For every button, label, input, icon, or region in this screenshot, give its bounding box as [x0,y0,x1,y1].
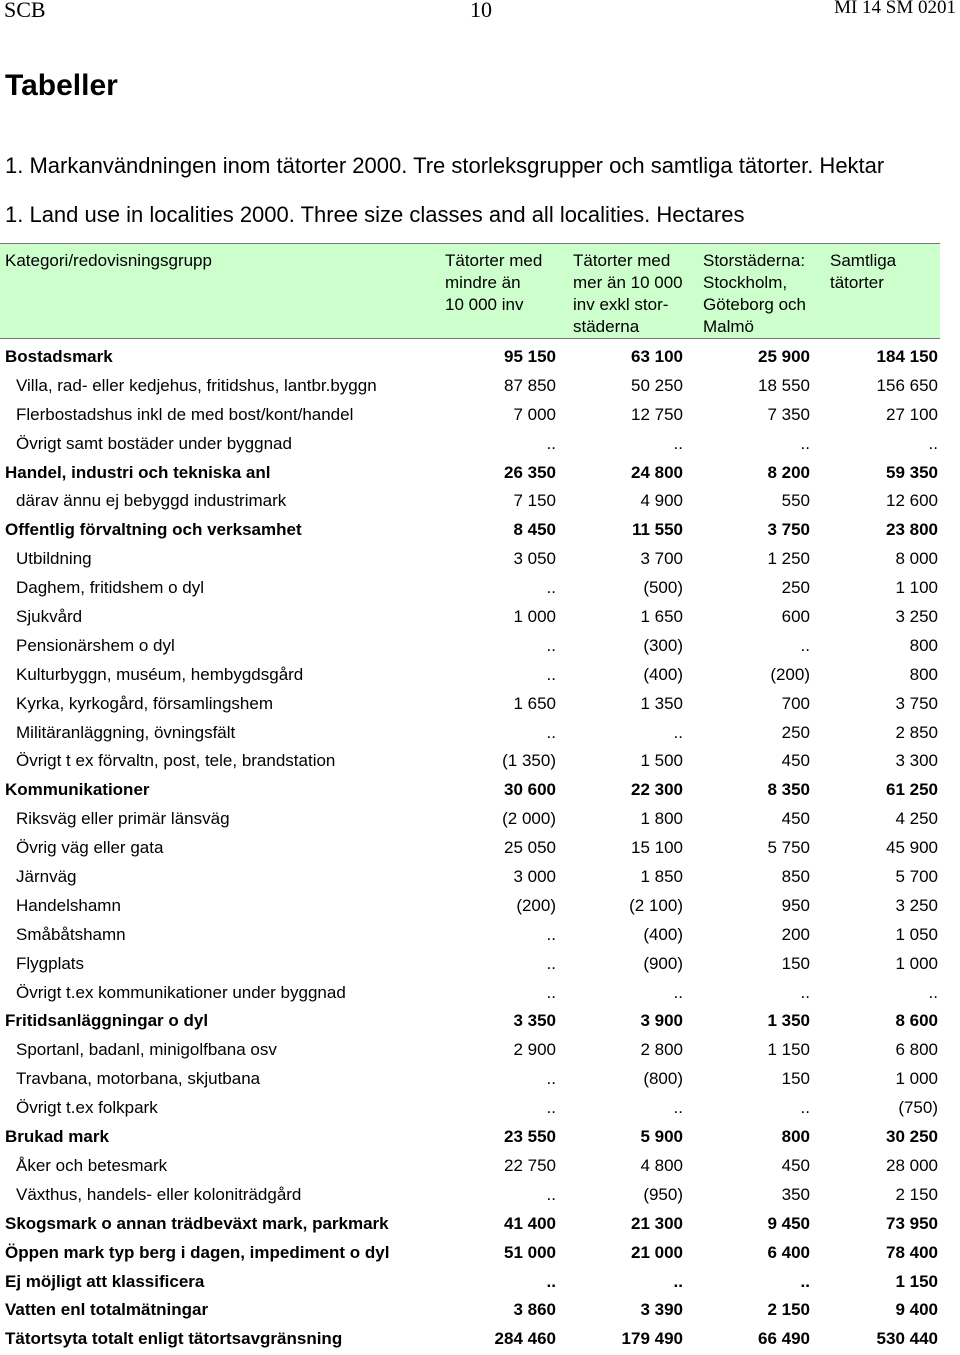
cell-value: 1 150 [767,1040,810,1060]
cell-value: 3 900 [640,1011,683,1031]
cell-value: 15 100 [631,838,683,858]
cell-value: 8 450 [513,520,556,540]
cell-value: (2 000) [502,809,556,829]
cell-value: .. [673,433,683,453]
cell-value: .. [928,982,938,1002]
row-label: Utbildning [16,549,92,569]
column-header-category: Kategori/redovisningsgrupp [5,251,212,270]
cell-value: .. [800,982,810,1002]
cell-value: 3 000 [513,867,556,887]
table-row [0,1152,940,1181]
cell-value: 30 250 [886,1127,938,1147]
cell-value: 250 [781,722,810,742]
cell-value: 6 800 [895,1040,938,1060]
cell-value: 2 150 [767,1300,810,1320]
cell-value: 200 [781,924,810,944]
publication-code: MI 14 SM 0201 [834,0,956,18]
cell-value: 3 860 [513,1300,556,1320]
cell-value: 1 500 [640,751,683,771]
cell-value: 8 200 [767,462,810,482]
table-row [0,892,940,921]
column-header-line: mindre än [445,273,521,292]
cell-value: 2 800 [640,1040,683,1060]
cell-value: 179 490 [621,1329,683,1349]
row-label: därav ännu ej bebyggd industrimark [16,491,287,511]
row-label: Flygplats [16,953,85,973]
cell-value: (800) [643,1069,683,1089]
cell-value: (200) [516,895,556,915]
cell-value: 21 300 [631,1213,683,1233]
column-header-line: tätorter [830,273,884,292]
row-label: Åker och betesmark [16,1155,168,1175]
cell-value: 3 750 [895,693,938,713]
cell-value: 1 350 [640,693,683,713]
cell-value: .. [800,635,810,655]
cell-value: 18 550 [758,375,810,395]
cell-value: 1 100 [895,578,938,598]
cell-value: 700 [781,693,810,713]
row-label: Pensionärshem o dyl [16,635,175,655]
cell-value: .. [546,635,556,655]
row-label: Övrigt t.ex kommunikationer under byggnad [16,982,346,1002]
row-label: Övrig väg eller gata [16,838,164,858]
cell-value: 12 750 [631,404,683,424]
cell-value: .. [673,722,683,742]
table-row [0,545,940,574]
cell-value: 5 750 [767,838,810,858]
cell-value: 600 [781,607,810,627]
cell-value: 3 300 [895,751,938,771]
row-label: Kyrka, kyrkogård, församlingshem [16,693,273,713]
table-row [0,574,940,603]
cell-value: 28 000 [886,1155,938,1175]
cell-value: (900) [643,953,683,973]
table-row [0,1210,940,1239]
cell-value: 530 440 [876,1329,938,1349]
table-row [0,343,940,372]
cell-value: 6 400 [767,1242,810,1262]
row-label: Villa, rad- eller kedjehus, fritidshus, lantbr.byggn [16,375,377,395]
cell-value: .. [546,1069,556,1089]
cell-value: 41 400 [504,1213,556,1233]
table-row [0,516,940,545]
row-label: Handelshamn [16,895,121,915]
table-row [0,632,940,661]
cell-value: (400) [643,924,683,944]
header-publisher: SCB [4,0,46,22]
table-caption-english: 1. Land use in localities 2000. Three size classes and all localities. Hectares [5,202,745,227]
row-label: Övrigt t.ex folkpark [16,1098,158,1118]
cell-value: .. [673,1271,683,1291]
cell-value: (300) [643,635,683,655]
cell-value: 1 850 [640,867,683,887]
row-label: Sjukvård [16,607,83,627]
row-label: Vatten enl totalmätningar [5,1300,209,1320]
row-label: Bostadsmark [5,347,113,366]
cell-value: 184 150 [876,347,938,366]
column-header-line: Storstäderna: [703,251,806,270]
table-row [0,1094,940,1123]
table-row [0,459,940,488]
row-label: Offentlig förvaltning och verksamhet [5,520,302,540]
table-row [0,1239,940,1268]
table-row [0,1007,940,1036]
cell-value: 9 400 [895,1300,938,1320]
cell-value: 4 250 [895,809,938,829]
cell-value: 450 [781,809,810,829]
cell-value: .. [800,433,810,453]
cell-value: 150 [781,953,810,973]
table-row [0,834,940,863]
table-row [0,950,940,979]
cell-value: 1 800 [640,809,683,829]
table-row [0,719,940,748]
cell-value: 1 350 [767,1011,810,1031]
row-label: Kommunikationer [5,780,150,800]
cell-value: 61 250 [886,780,938,800]
row-label: Ej möjligt att klassificera [5,1271,205,1291]
table-row [0,401,940,430]
cell-value: 150 [781,1069,810,1089]
cell-value: 284 460 [494,1329,556,1349]
row-label: Tätortsyta totalt enligt tätortsavgränsning [5,1329,343,1349]
cell-value: 3 390 [640,1300,683,1320]
cell-value: 27 100 [886,404,938,424]
cell-value: 11 550 [631,520,683,540]
column-header-line: städerna [573,317,640,336]
cell-value: 1 650 [513,693,556,713]
row-label: Skogsmark o annan trädbeväxt mark, parkmark [5,1213,389,1233]
cell-value: (2 100) [629,895,683,915]
cell-value: 87 850 [504,375,556,395]
cell-value: 73 950 [886,1213,938,1233]
cell-value: 45 900 [886,838,938,858]
cell-value: 63 100 [631,347,683,366]
cell-value: 3 250 [895,895,938,915]
column-header-small-localities [445,250,542,316]
row-label: Daghem, fritidshem o dyl [16,578,205,598]
table-row [0,747,940,776]
cell-value: 2 900 [513,1040,556,1060]
row-label: Kulturbyggn, muséum, hembygdsgård [16,664,304,684]
column-header-line: inv exkl stor- [573,295,669,314]
column-header-metropolitan [703,250,806,338]
cell-value: 800 [909,635,938,655]
cell-value: 8 350 [767,780,810,800]
cell-value: (750) [898,1098,938,1118]
cell-value: 26 350 [504,462,556,482]
cell-value: 3 700 [640,549,683,569]
cell-value: .. [800,1271,810,1291]
cell-value: 1 000 [513,607,556,627]
cell-value: (200) [770,664,810,684]
cell-value: 7 350 [767,404,810,424]
cell-value: 3 350 [513,1011,556,1031]
column-header-line: 10 000 inv [445,295,524,314]
cell-value: .. [546,953,556,973]
row-label: Övrigt samt bostäder under byggnad [16,433,292,453]
cell-value: 95 150 [504,347,556,366]
column-header-all-localities [830,250,896,294]
cell-value: 23 550 [504,1127,556,1147]
table-row [0,690,940,719]
cell-value: 7 000 [513,404,556,424]
cell-value: 25 900 [758,347,810,366]
row-label: Övrigt t ex förvaltn, post, tele, brandstation [16,751,336,771]
table-row [0,1268,940,1297]
column-header-line: Malmö [703,317,755,336]
cell-value: 1 650 [640,607,683,627]
row-label: Riksväg eller primär länsväg [16,809,230,829]
row-label: Järnväg [16,867,77,887]
column-header-line: Samtliga [830,251,897,270]
cell-value: 66 490 [758,1329,810,1349]
row-label: Brukad mark [5,1127,109,1147]
cell-value: 550 [781,491,810,511]
cell-value: 8 000 [895,549,938,569]
cell-value: (1 350) [502,751,556,771]
cell-value: 59 350 [886,462,938,482]
cell-value: .. [546,924,556,944]
table-row [0,1325,940,1354]
page-number: 10 [470,0,492,22]
cell-value: 1 050 [895,924,938,944]
cell-value: 23 800 [886,520,938,540]
cell-value: 21 000 [631,1242,683,1262]
cell-value: 1 000 [895,1069,938,1089]
table-row [0,603,940,632]
row-label: Småbåtshamn [16,924,126,944]
row-label: Handel, industri och tekniska anl [5,462,271,482]
cell-value: 5 900 [640,1127,683,1147]
row-label: Fritidsanläggningar o dyl [5,1011,209,1031]
cell-value: 2 150 [895,1184,938,1204]
row-label: Militäranläggning, övningsfält [16,722,236,742]
cell-value: 2 850 [895,722,938,742]
column-header-line: Göteborg och [703,295,807,314]
cell-value: 22 750 [504,1155,556,1175]
table-row [0,863,940,892]
cell-value: 156 650 [876,375,938,395]
cell-value: .. [546,1184,556,1204]
table-row [0,1123,940,1152]
cell-value: 800 [909,664,938,684]
row-label: Växthus, handels- eller koloniträdgård [16,1184,302,1204]
cell-value: 9 450 [767,1213,810,1233]
cell-value: (500) [643,578,683,598]
row-label: Flerbostadshus inkl de med bost/kont/handel [16,404,354,424]
table-row [0,487,940,516]
table-column-header [0,243,940,339]
section-title: Tabeller [5,69,118,102]
cell-value: .. [546,1271,556,1291]
cell-value: 22 300 [631,780,683,800]
table-row [0,1036,940,1065]
cell-value: 3 250 [895,607,938,627]
column-header-line: Tätorter med [445,251,543,270]
cell-value: .. [546,578,556,598]
cell-value: .. [673,1098,683,1118]
cell-value: .. [673,982,683,1002]
cell-value: 1 150 [895,1271,938,1291]
cell-value: .. [546,1098,556,1118]
cell-value: 5 700 [895,867,938,887]
cell-value: 250 [781,578,810,598]
cell-value: 800 [781,1127,810,1147]
cell-value: .. [800,1098,810,1118]
table-row [0,372,940,401]
cell-value: 450 [781,1155,810,1175]
cell-value: 50 250 [631,375,683,395]
table-row [0,430,940,459]
table-row [0,1296,940,1325]
cell-value: 3 750 [767,520,810,540]
cell-value: 24 800 [631,462,683,482]
column-header-line: mer än 10 000 [573,273,683,292]
cell-value: 78 400 [886,1242,938,1262]
cell-value: 25 050 [504,838,556,858]
cell-value: 450 [781,751,810,771]
cell-value: .. [546,664,556,684]
row-label: Sportanl, badanl, minigolfbana osv [16,1040,277,1060]
table-row [0,1065,940,1094]
cell-value: 4 800 [640,1155,683,1175]
table-row [0,805,940,834]
cell-value: 7 150 [513,491,556,511]
table-row [0,776,940,805]
cell-value: .. [546,722,556,742]
row-label: Travbana, motorbana, skjutbana [16,1069,261,1089]
table-row [0,661,940,690]
cell-value: 3 050 [513,549,556,569]
table-row [0,979,940,1008]
cell-value: 51 000 [504,1242,556,1262]
table-row [0,921,940,950]
row-label: Öppen mark typ berg i dagen, impediment o dyl [5,1242,390,1262]
column-header-line: Stockholm, [703,273,788,292]
cell-value: 4 900 [640,491,683,511]
cell-value: 8 600 [895,1011,938,1031]
table-caption-swedish: 1. Markanvändningen inom tätorter 2000. Tre storleksgrupper och samtliga tätorter. Hektar [5,153,885,178]
cell-value: 850 [781,867,810,887]
table-body [0,343,940,1354]
cell-value: (400) [643,664,683,684]
cell-value: (950) [643,1184,683,1204]
cell-value: 1 000 [895,953,938,973]
cell-value: .. [546,982,556,1002]
cell-value: 1 250 [767,549,810,569]
column-header-line: Tätorter med [573,251,671,270]
cell-value: 350 [781,1184,810,1204]
cell-value: .. [928,433,938,453]
cell-value: 12 600 [886,491,938,511]
cell-value: .. [546,433,556,453]
column-header-large-localities [573,250,683,338]
cell-value: 30 600 [504,780,556,800]
table-row [0,1181,940,1210]
cell-value: 950 [781,895,810,915]
